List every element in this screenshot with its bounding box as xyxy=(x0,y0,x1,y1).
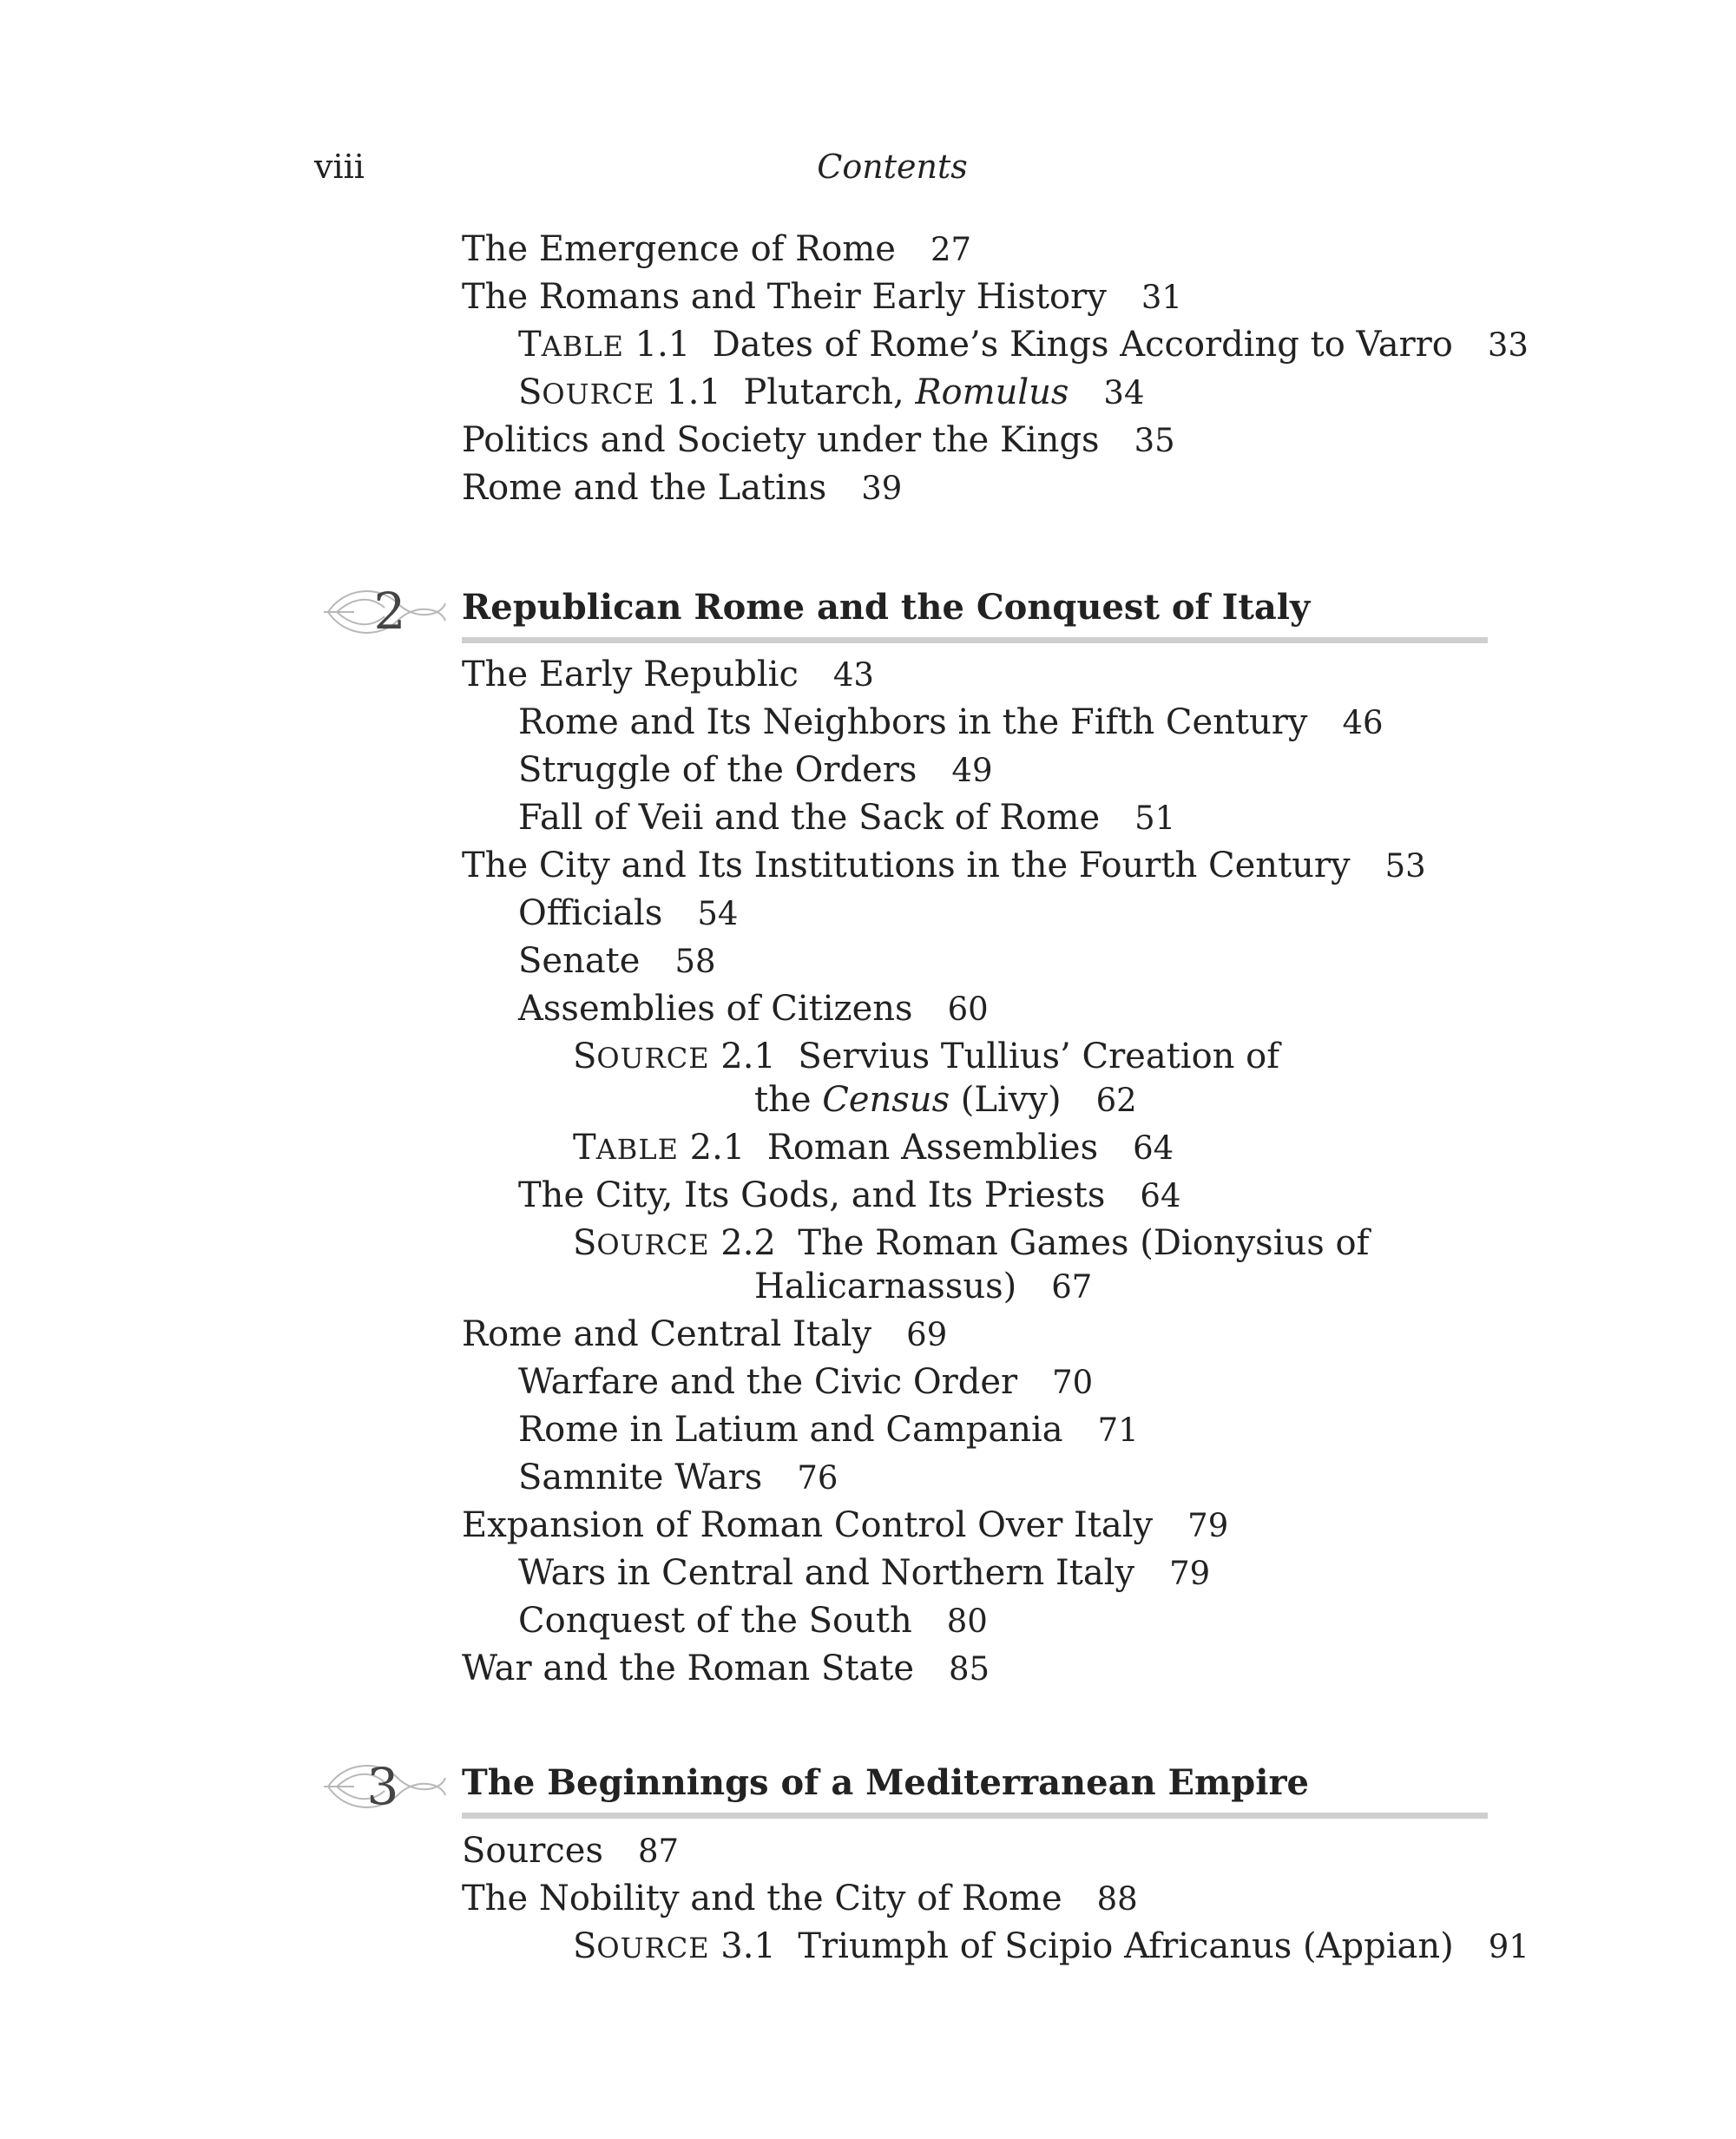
page-number: 88 xyxy=(1096,1880,1138,1918)
page-number: 33 xyxy=(1487,326,1529,364)
toc-entry xyxy=(462,227,971,272)
label-number: 1.1 xyxy=(635,325,691,365)
entry-title: Servius Tullius’ Creation of xyxy=(798,1037,1280,1076)
toc-entry xyxy=(518,796,1175,840)
entry-title: Warfare and the Civic Order xyxy=(518,1362,1018,1402)
toc-entry-table xyxy=(518,323,1529,368)
entry-title: Struggle of the Orders xyxy=(518,750,917,790)
toc-entry xyxy=(518,1599,988,1643)
label-small-caps: OURCE xyxy=(542,378,655,411)
entry-title: The Roman Games (Dionysius of xyxy=(798,1223,1370,1263)
toc-entry-continuation xyxy=(754,1078,1137,1122)
toc-entry-table xyxy=(573,1126,1174,1171)
page-number: 46 xyxy=(1342,704,1384,741)
page-number: 76 xyxy=(797,1459,838,1497)
page-number: 69 xyxy=(906,1316,948,1353)
label-number: 2.1 xyxy=(720,1037,776,1076)
toc-entry xyxy=(518,1174,1181,1218)
chapter-number: 2 xyxy=(373,582,406,641)
entry-title: Dates of Rome’s Kings According to Varro xyxy=(712,325,1453,365)
chapter-title: Republican Rome and the Conquest of Italy xyxy=(462,587,1311,628)
entry-title: Rome in Latium and Campania xyxy=(518,1410,1063,1450)
toc-entry xyxy=(518,892,738,936)
label-small-caps: OURCE xyxy=(596,1932,710,1965)
toc-entry xyxy=(462,1504,1228,1548)
page-number: 60 xyxy=(947,991,989,1028)
running-head: Contents xyxy=(817,148,968,186)
page-number: 67 xyxy=(1051,1268,1093,1306)
entry-title: Roman Assemblies xyxy=(766,1128,1099,1168)
label-number: 3.1 xyxy=(720,1926,776,1966)
entry-title: The Early Republic xyxy=(462,655,799,694)
label-cap: T xyxy=(518,325,542,365)
toc-entry-source xyxy=(573,1221,1369,1267)
toc-entry-source xyxy=(573,1035,1279,1080)
entry-title: Politics and Society under the Kings xyxy=(462,420,1100,460)
entry-title: Rome and Central Italy xyxy=(462,1314,872,1354)
entry-title: The City, Its Gods, and Its Priests xyxy=(518,1175,1106,1215)
chapter-rule xyxy=(462,1813,1488,1819)
entry-title: Samnite Wars xyxy=(518,1458,763,1497)
page-number: 35 xyxy=(1134,422,1175,459)
label-cap: S xyxy=(573,1223,597,1263)
toc-entry xyxy=(462,275,1182,319)
entry-title-italic: Census xyxy=(822,1080,950,1120)
page-number: 91 xyxy=(1488,1928,1529,1965)
page-number: 49 xyxy=(951,752,993,789)
toc-entry xyxy=(518,1456,838,1500)
page-number: 51 xyxy=(1134,800,1176,837)
entry-title: War and the Roman State xyxy=(462,1649,914,1688)
toc-entry xyxy=(518,701,1384,745)
page-number: 34 xyxy=(1103,374,1145,411)
entry-title: Triumph of Scipio Africanus (Appian) xyxy=(798,1926,1454,1966)
entry-title-italic: Romulus xyxy=(915,372,1069,412)
label-small-caps: ABLE xyxy=(595,1133,679,1166)
label-cap: S xyxy=(573,1926,597,1966)
label-cap: S xyxy=(518,372,542,412)
page-number: 79 xyxy=(1187,1507,1229,1544)
entry-title: The Romans and Their Early History xyxy=(462,277,1107,317)
entry-title-cont: (Livy) xyxy=(950,1080,1062,1120)
entry-title: Wars in Central and Northern Italy xyxy=(518,1553,1135,1593)
label-number: 1.1 xyxy=(666,372,721,412)
page-number: 85 xyxy=(949,1650,990,1688)
toc-entry xyxy=(518,1551,1210,1596)
page-number: 71 xyxy=(1097,1412,1139,1449)
label-number: 2.1 xyxy=(689,1128,746,1168)
label-small-caps: OURCE xyxy=(596,1042,710,1075)
page-number: 39 xyxy=(861,470,903,507)
toc-entry xyxy=(518,939,716,984)
toc-entry xyxy=(462,1313,947,1357)
label-cap: S xyxy=(573,1037,597,1076)
entry-title: The Emergence of Rome xyxy=(462,229,896,269)
chapter-title: The Beginnings of a Mediterranean Empire xyxy=(462,1762,1309,1803)
page-number: 87 xyxy=(637,1833,680,1870)
toc-entry-continuation xyxy=(754,1265,1092,1309)
page-number: 80 xyxy=(946,1603,988,1640)
label-number: 2.2 xyxy=(720,1223,776,1263)
toc-entry xyxy=(518,1408,1139,1452)
chapter-number: 3 xyxy=(366,1757,399,1816)
entry-title: Expansion of Roman Control Over Italy xyxy=(462,1505,1154,1545)
label-small-caps: OURCE xyxy=(596,1228,710,1261)
toc-entry xyxy=(462,844,1426,888)
toc-entry xyxy=(462,418,1175,463)
page-number: 43 xyxy=(832,656,874,694)
toc-entry xyxy=(518,987,989,1031)
page-number: 64 xyxy=(1133,1129,1174,1167)
toc-entry-source xyxy=(518,371,1145,416)
toc-entry xyxy=(462,653,874,697)
entry-title: Plutarch, xyxy=(743,372,916,412)
toc-entry xyxy=(518,748,993,793)
toc-entry-source xyxy=(573,1925,1529,1970)
folio: viii xyxy=(314,148,365,186)
chapter-rule xyxy=(462,637,1488,643)
entry-title: Sources xyxy=(462,1831,603,1871)
toc-entry xyxy=(518,1360,1093,1405)
toc-entry xyxy=(462,466,902,510)
page-number: 53 xyxy=(1384,847,1426,885)
page-number: 27 xyxy=(930,231,972,268)
entry-title: Assemblies of Citizens xyxy=(518,989,913,1029)
page-number: 70 xyxy=(1052,1364,1094,1401)
label-small-caps: ABLE xyxy=(541,330,624,363)
page-number: 54 xyxy=(697,895,739,932)
toc-entry xyxy=(462,1877,1138,1921)
entry-title: The City and Its Institutions in the Fourth Century xyxy=(462,846,1351,885)
page-number: 31 xyxy=(1141,279,1182,316)
toc-entry xyxy=(462,1829,679,1873)
label-cap: T xyxy=(573,1128,596,1168)
entry-title: Conquest of the South xyxy=(518,1601,912,1641)
entry-title: Senate xyxy=(518,941,641,981)
page-number: 58 xyxy=(674,943,716,980)
entry-title: Rome and Its Neighbors in the Fifth Century xyxy=(518,702,1308,742)
toc-entry xyxy=(462,1647,990,1691)
entry-title-cont: the xyxy=(754,1080,823,1120)
entry-title-cont: Halicarnassus) xyxy=(754,1267,1017,1306)
page-number: 79 xyxy=(1169,1555,1211,1592)
entry-title: The Nobility and the City of Rome xyxy=(462,1879,1062,1919)
entry-title: Fall of Veii and the Sack of Rome xyxy=(518,798,1101,838)
page-number: 62 xyxy=(1095,1082,1137,1119)
page-number: 64 xyxy=(1140,1177,1181,1214)
entry-title: Rome and the Latins xyxy=(462,468,827,508)
entry-title: Officials xyxy=(518,893,663,933)
